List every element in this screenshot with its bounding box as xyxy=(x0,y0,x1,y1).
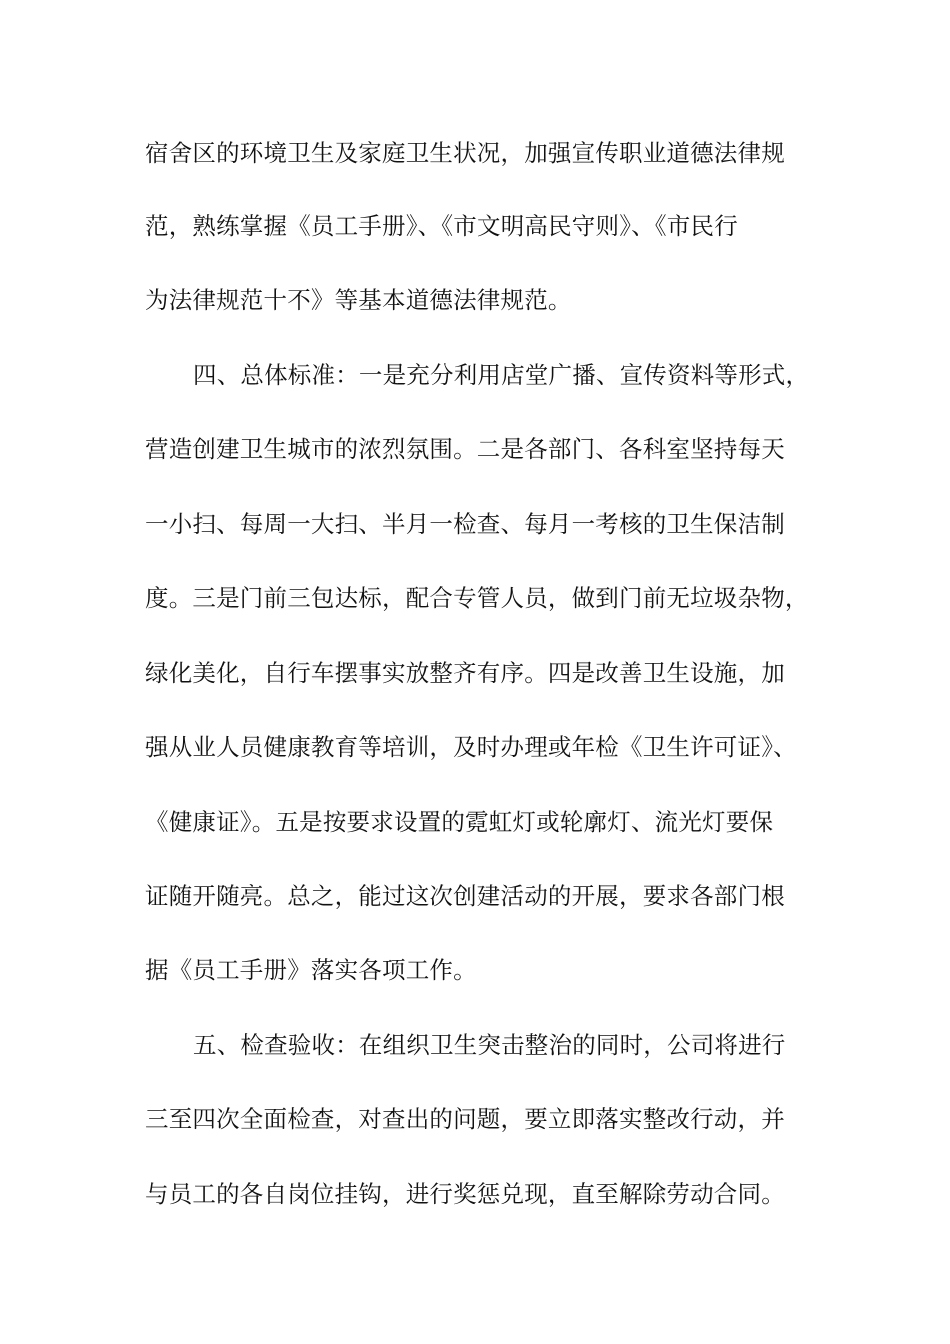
text-line: 三至四次全面检查，对查出的问题，要立即落实整改行动，并 xyxy=(145,1105,785,1133)
text-line: 宿舍区的环境卫生及家庭卫生状况，加强宣传职业道德法律规 xyxy=(145,139,785,167)
text-line: 一小扫、每周一大扫、半月一检查、每月一考核的卫生保洁制 xyxy=(145,510,785,538)
text-line: 绿化美化，自行车摆事实放整齐有序。四是改善卫生设施，加 xyxy=(145,659,785,687)
paragraph-five-first-line: 五、检查验收：在组织卫生突击整治的同时，公司将进行 xyxy=(193,1031,786,1059)
text-line: 强从业人员健康教育等培训，及时办理或年检《卫生许可证》、 xyxy=(145,733,797,761)
paragraph-four-first-line: 四、总体标准：一是充分利用店堂广播、宣传资料等形式， xyxy=(193,361,810,389)
text-line: 《健康证》。五是按要求设置的霓虹灯或轮廓灯、流光灯要保 xyxy=(145,808,774,836)
text-line: 据《员工手册》落实各项工作。 xyxy=(145,956,477,984)
text-line: 为法律规范十不》等基本道德法律规范。 xyxy=(145,286,572,314)
text-line: 营造创建卫生城市的浓烈氛围。二是各部门、各科室坚持每天 xyxy=(145,435,785,463)
text-line: 度。三是门前三包达标，配合专管人员，做到门前无垃圾杂物， xyxy=(145,584,809,612)
text-line: 证随开随亮。总之，能过这次创建活动的开展，要求各部门根 xyxy=(145,882,785,910)
text-line: 范，熟练掌握《员工手册》、《市文明高民守则》、《市民行 xyxy=(145,212,738,240)
text-line: 与员工的各自岗位挂钩，进行奖惩兑现，直至解除劳动合同。 xyxy=(145,1180,785,1208)
